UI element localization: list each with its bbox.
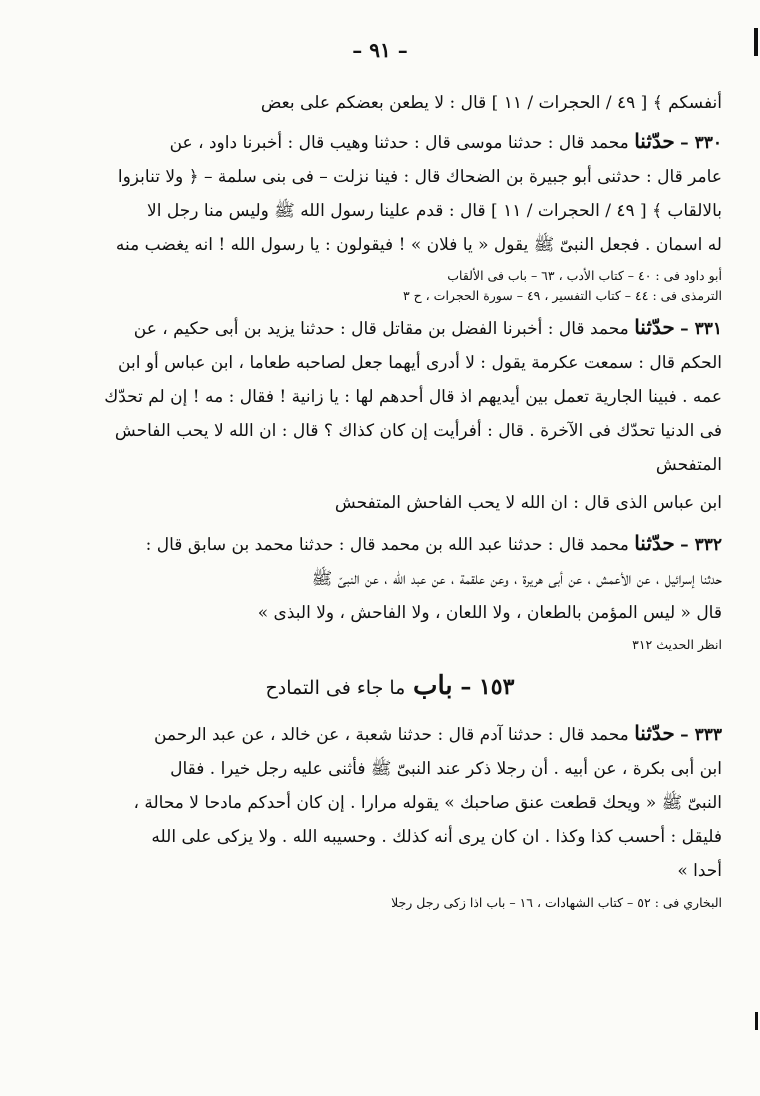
text-segment: محمد قال : حدثنا آدم قال : حدثنا شعبة ، عن خالد ، عن عبد الرحمن [153, 725, 629, 745]
reference-line: الترمذى فى : ٤٤ – كتاب التفسير ، ٤٩ – سورة الحجرات ، ح ٣ [402, 288, 722, 303]
text-segment: محمد قال : أخبرنا الفضل بن مقاتل قال : حدثنا يزيد بن أبى حكيم ، عن [133, 319, 629, 339]
reference-note: البخاري فى : ٥٢ – كتاب الشهادات ، ١٦ – باب اذا زكى رجل رجلا [391, 895, 722, 910]
text-line: النبىّ ﷺ « ويحك قطعت عنق صاحبك » يقوله مرارا . إن كان أحدكم مادحا لا محالة ، [133, 793, 722, 813]
page-body [58, 86, 722, 920]
text-line: الحكم قال : سمعت عكرمة يقول : لا أدرى أيهما جعل لصاحبه طعاما ، ابن عباس أو ابن [118, 353, 722, 373]
text-segment: محمد قال : حدثنا عبد الله بن محمد قال : حدثنا محمد بن سابق قال : [145, 535, 629, 555]
reference-note [58, 266, 722, 306]
chapter-title: ما جاء فى التمادح [265, 677, 406, 699]
hadith-331-addendum: ابن عباس الذى قال : ان الله لا يحب الفاحش المتفحش [334, 493, 722, 513]
hadith-332 [58, 526, 722, 630]
reference-note: انظر الحديث ٣١٢ [632, 637, 722, 652]
text-line: قال « ليس المؤمن بالطعان ، ولا اللعان ، ولا الفاحش ، ولا البذى » [257, 603, 722, 623]
text-line [58, 716, 722, 752]
hadith-number: ٣٣٢ – [680, 535, 722, 555]
text-line [58, 310, 722, 346]
text-line: أحدا » [677, 861, 722, 881]
text-line: بالالقاب ﴾ [ ٤٩ / الحجرات / ١١ ] قال : قدم علينا رسول الله ﷺ وليس منا رجل الا [147, 201, 722, 221]
hadith-330 [58, 124, 722, 262]
hadith-number: ٣٣٠ – [680, 133, 722, 153]
text-line: حدثنا إسرائيل ، عن الأعمش ، عن أبى هريرة ، وعن علقمة ، عن عبد الله ، عن النبىّ ﷺ [311, 569, 722, 589]
text-line: فى الدنيا تحدّك فى الآخرة . قال : أفرأيت إن كان كذاك ؟ قال : ان الله لا يحب الفاحش [114, 421, 722, 441]
text-line: عمه . فبينا الجارية تعمل بين أيديهم اذ قال أحدهم لها : يا زانية ! فقال : مه ! إن لم تحدّك [104, 387, 722, 407]
intro-paragraph [58, 86, 722, 120]
text-line: المتفحش [655, 455, 722, 475]
chapter-number: ١٥٣ – [460, 674, 515, 700]
text-line: أنفسكم ﴾ [ ٤٩ / الحجرات / ١١ ] قال : لا يطعن بعضكم على بعض [260, 93, 722, 113]
haddathana-word: حدّثنا [634, 721, 675, 745]
hadith-333 [58, 716, 722, 888]
text-line: فليقل : أحسب كذا وكذا . ان كان يرى أنه كذلك . وحسيبه الله . ولا يزكى على الله [151, 827, 722, 847]
text-segment: محمد قال : حدثنا موسى قال : حدثنا وهيب قال : أخبرنا داود ، عن [169, 133, 629, 153]
page-edge-mark [755, 1012, 758, 1030]
haddathana-word: حدّثنا [634, 129, 675, 153]
haddathana-word: حدّثنا [634, 531, 675, 555]
hadith-331 [58, 310, 722, 482]
text-line: له اسمان . فجعل النبىّ ﷺ يقول « يا فلان » ! فيقولون : يا رسول الله ! انه يغضب منه [115, 235, 722, 255]
text-line [58, 526, 722, 562]
haddathana-word: حدّثنا [634, 315, 675, 339]
hadith-number: ٣٣٣ – [680, 725, 722, 745]
text-line: عامر قال : حدثنى أبو جبيرة بن الضحاك قال : فينا نزلت – فى بنى سلمة – ﴿ ولا تنابزوا [117, 167, 722, 187]
reference-line: أبو داود فى : ٤٠ – كتاب الأدب ، ٦٣ – باب فى الألقاب [447, 268, 722, 283]
hadith-number: ٣٣١ – [680, 319, 722, 339]
chapter-heading [58, 666, 722, 708]
chapter-word: باب [413, 671, 453, 701]
text-line: ابن أبى بكرة ، عن أبيه . أن رجلا ذكر عند النبىّ ﷺ فأثنى عليه رجل خيرا . فقال [170, 759, 722, 779]
text-line [58, 124, 722, 160]
page-number: – ٩١ – [352, 38, 408, 62]
